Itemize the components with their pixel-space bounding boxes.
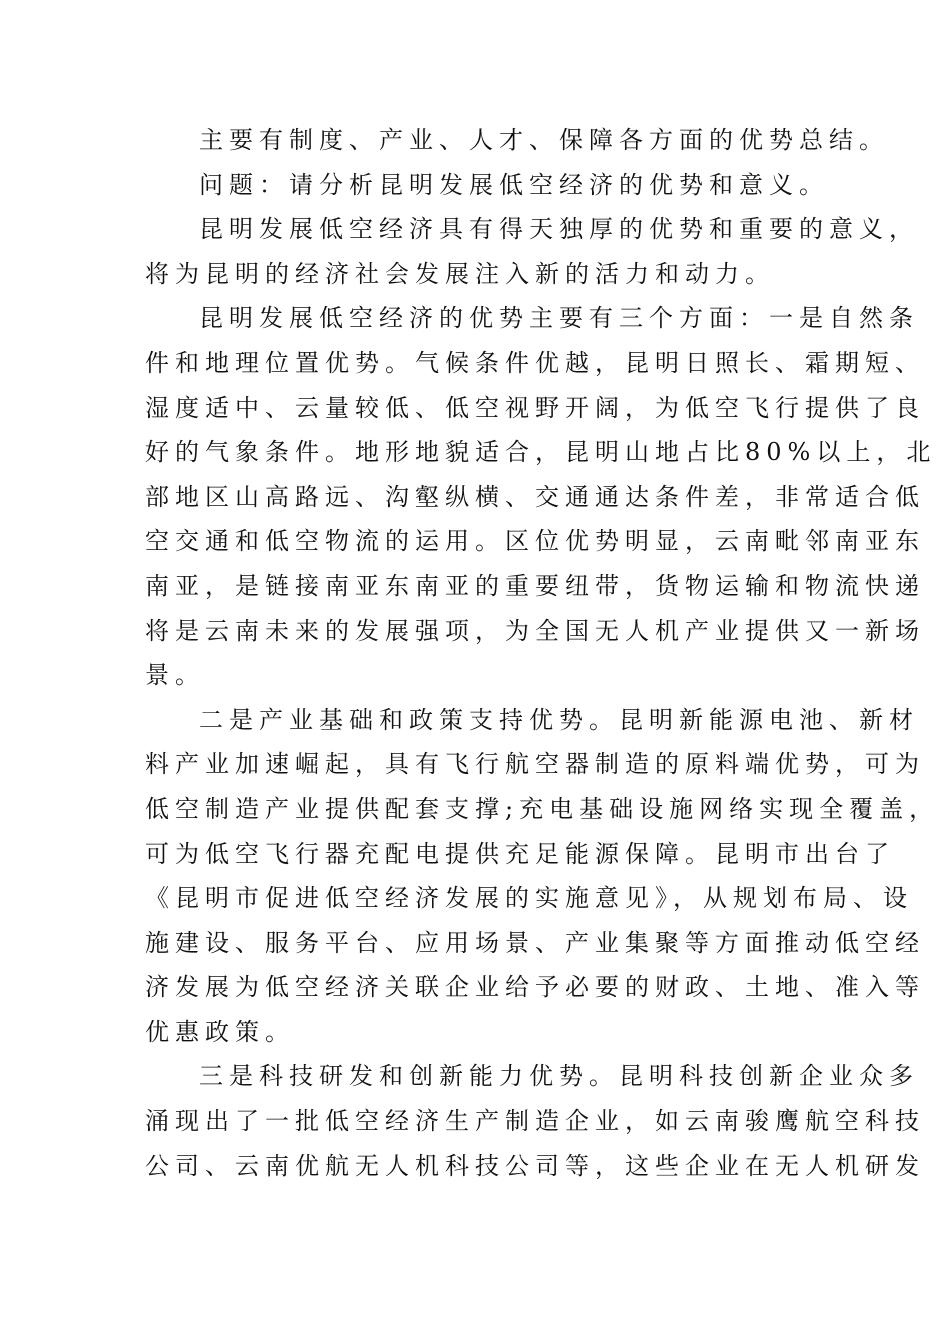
- text-line: 主要有制度、产业、人才、保障各方面的优势总结。: [199, 126, 889, 154]
- paragraph: [145, 118, 889, 163]
- text-line: 二是产业基础和政策支持优势。昆明新能源电池、新材: [199, 705, 919, 734]
- text-line: 昆明发展低空经济具有得天独厚的优势和重要的意义，: [199, 215, 919, 244]
- text-line: 《昆明市促进低空经济发展的实施意见》，从规划布局、设: [145, 884, 913, 913]
- paragraph: [145, 296, 937, 697]
- text-line: 部地区山高路远、沟壑纵横、交通通达条件差，非常适合低: [145, 482, 925, 511]
- text-line: 件和地理位置优势。气候条件优越，昆明日照长、霜期短、: [145, 348, 925, 377]
- text-line: 料产业加速崛起，具有飞行航空器制造的原料端优势，可为: [145, 750, 925, 779]
- text-line: 涌现出了一批低空经济生产制造企业，如云南骏鹰航空科技: [145, 1107, 925, 1136]
- text-line: 景。: [145, 661, 205, 690]
- text-line: 昆明发展低空经济的优势主要有三个方面：一是自然条: [199, 304, 919, 333]
- text-line: 好的气象条件。地形地貌适合，昆明山地占比80%以上，北: [145, 438, 937, 467]
- text-line: 三是科技研发和创新能力优势。昆明科技创新企业众多: [199, 1062, 919, 1091]
- paragraph: [145, 207, 919, 296]
- text-line: 济发展为低空经济关联企业给予必要的财政、土地、准入等: [145, 973, 925, 1002]
- paragraph: [145, 698, 940, 1055]
- document-page: [145, 118, 940, 1188]
- text-line: 低空制造产业提供配套支撑;充电基础设施网络实现全覆盖，: [145, 794, 940, 823]
- text-line: 问题：请分析昆明发展低空经济的优势和意义。: [199, 170, 829, 199]
- paragraph: [145, 1054, 925, 1188]
- text-line: 将是云南未来的发展强项，为全国无人机产业提供又一新场: [145, 616, 925, 645]
- paragraph: [145, 163, 829, 208]
- text-line: 将为昆明的经济社会发展注入新的活力和动力。: [145, 259, 775, 288]
- text-line: 公司、云南优航无人机科技公司等，这些企业在无人机研发: [145, 1151, 925, 1180]
- text-line: 空交通和低空物流的运用。区位优势明显，云南毗邻南亚东: [145, 527, 925, 556]
- text-line: 优惠政策。: [145, 1017, 295, 1046]
- text-line: 湿度适中、云量较低、低空视野开阔，为低空飞行提供了良: [145, 393, 925, 422]
- text-line: 南亚，是链接南亚东南亚的重要纽带，货物运输和物流快递: [145, 571, 925, 600]
- text-line: 可为低空飞行器充配电提供充足能源保障。昆明市出台了: [145, 839, 895, 868]
- text-line: 施建设、服务平台、应用场景、产业集聚等方面推动低空经: [145, 928, 925, 957]
